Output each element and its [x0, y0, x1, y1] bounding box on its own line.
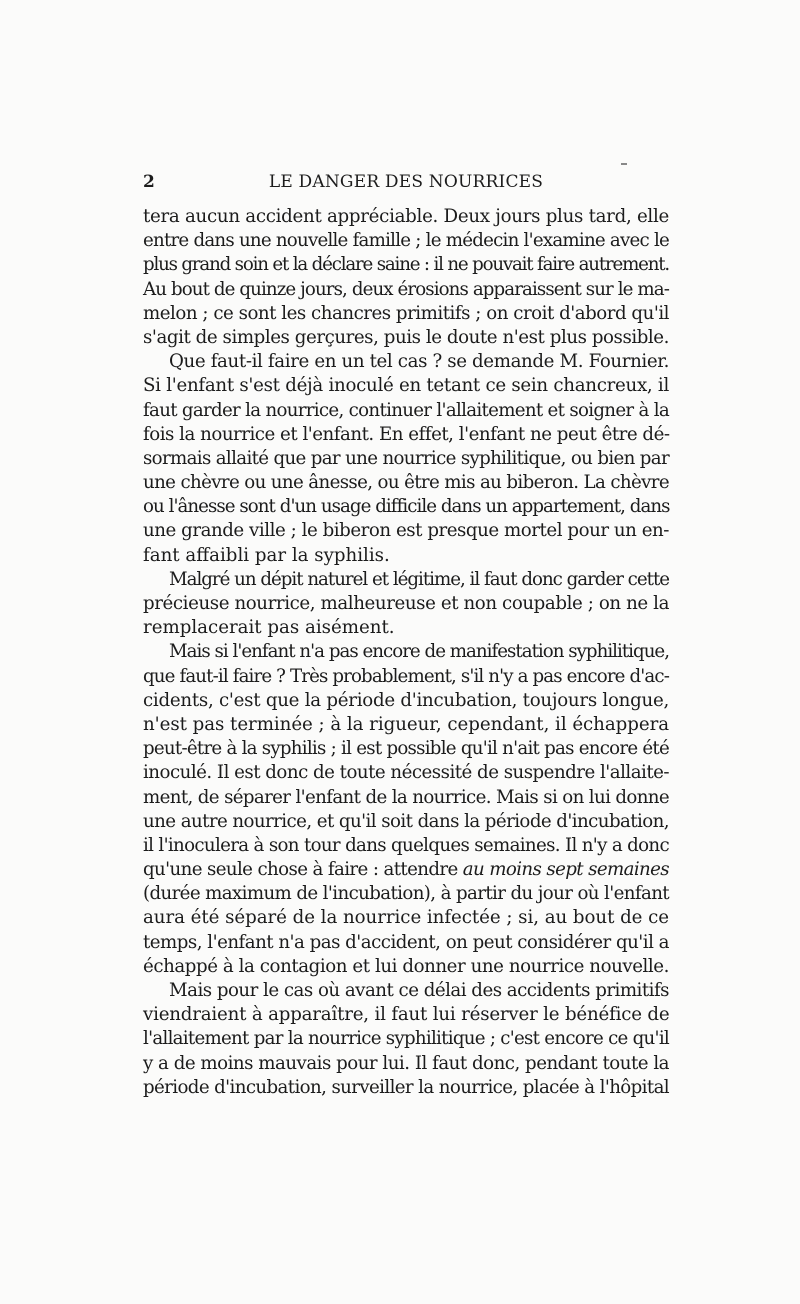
page-number: 2 — [143, 172, 156, 192]
text-line: inoculé. Il est donc de toute nécessité de suspendre l'allaite- — [143, 762, 670, 784]
ink-speck — [621, 163, 627, 165]
text-line: temps, l'enfant n'a pas d'accident, on peut considérer qu'il a — [143, 931, 669, 953]
text-line: viendraient à apparaître, il faut lui réserver le bénéfice de — [143, 1004, 670, 1026]
text-line: y a de moins mauvais pour lui. Il faut donc, pendant toute la — [143, 1052, 669, 1074]
text-line: fant affaibli par la syphilis. — [143, 544, 390, 566]
text-line: tera aucun accident appréciable. Deux jours plus tard, elle — [143, 206, 669, 227]
text-line: remplacerait pas aisément. — [143, 617, 395, 639]
text-line: que faut-il faire ? Très probablement, s'il n'y a pas encore d'ac- — [143, 665, 669, 687]
text-line: échappé à la contagion et lui donner une nourrice nouvelle. — [143, 955, 669, 977]
text-line: période d'incubation, surveiller la nourrice, placée à l'hôpital — [143, 1076, 669, 1098]
text-line: entre dans une nouvelle famille ; le médecin l'examine avec le — [143, 230, 669, 252]
text-line: Au bout de quinze jours, deux érosions apparaissent sur le ma- — [143, 278, 669, 300]
text-line: ment, de séparer l'enfant de la nourrice. Mais si on lui donne — [143, 786, 670, 808]
running-head — [143, 172, 669, 198]
text-line: faut garder la nourrice, continuer l'allaitement et soigner à la — [143, 399, 669, 421]
text-line: peut-être à la syphilis ; il est possible qu'il n'ait pas encore été — [143, 738, 670, 760]
text-line: s'agit de simples gerçures, puis le doute n'est plus possible. — [143, 326, 669, 348]
text-line: ou l'ânesse sont d'un usage difficile dans un appartement, dans — [143, 496, 670, 518]
text-line: Si l'enfant s'est déjà inoculé en tetant ce sein chancreux, il — [143, 375, 669, 397]
text-line: une chèvre ou une ânesse, ou être mis au biberon. La chèvre — [143, 472, 669, 494]
text-line: n'est pas terminée ; à la rigueur, cependant, il échappera — [143, 713, 670, 735]
text-line: précieuse nourrice, malheureuse et non coupable ; on ne la — [143, 593, 670, 614]
text-line: (durée maximum de l'incubation), à partir du jour où l'enfant — [143, 883, 669, 905]
text-line: Que faut-il faire en un tel cas ? se demande M. Fournier. — [169, 351, 670, 373]
text-line: melon ; ce sont les chancres primitifs ; on croit d'abord qu'il — [143, 302, 670, 324]
text-line: aura été séparé de la nourrice infectée ; si, au bout de ce — [143, 907, 669, 929]
text-line: une grande ville ; le biberon est presque mortel pour un en- — [143, 520, 669, 542]
text-line: fois la nourrice et l'enfant. En effet, l'enfant ne peut être dé- — [143, 423, 670, 445]
text-line: Mais si l'enfant n'a pas encore de manifestation syphilitique, — [169, 641, 670, 663]
text-line — [143, 858, 669, 882]
text-line: Malgré un dépit naturel et légitime, il faut donc garder cette — [169, 568, 670, 590]
text-line: plus grand soin et la déclare saine : il ne pouvait faire autrement. — [143, 254, 670, 276]
text-line: une autre nourrice, et qu'il soit dans la période d'incubation, — [143, 810, 670, 832]
text-line: l'allaitement par la nourrice syphilitique ; c'est encore ce qu'il — [143, 1028, 669, 1050]
line-text: qu'une seule chose à faire : attendre — [143, 859, 463, 881]
text-line: cidents, c'est que la période d'incubation, toujours longue, — [143, 689, 669, 711]
running-title: LE DANGER DES NOURRICES — [268, 172, 544, 192]
text-line: sormais allaité que par une nourrice syphilitique, ou bien par — [143, 447, 669, 469]
emphasized-text: au moins sept semaines — [462, 859, 670, 881]
text-line: Mais pour le cas où avant ce délai des accidents primitifs — [169, 980, 669, 1001]
text-line: il l'inoculera à son tour dans quelques semaines. Il n'y a donc — [143, 834, 669, 856]
body-text — [143, 205, 669, 1100]
